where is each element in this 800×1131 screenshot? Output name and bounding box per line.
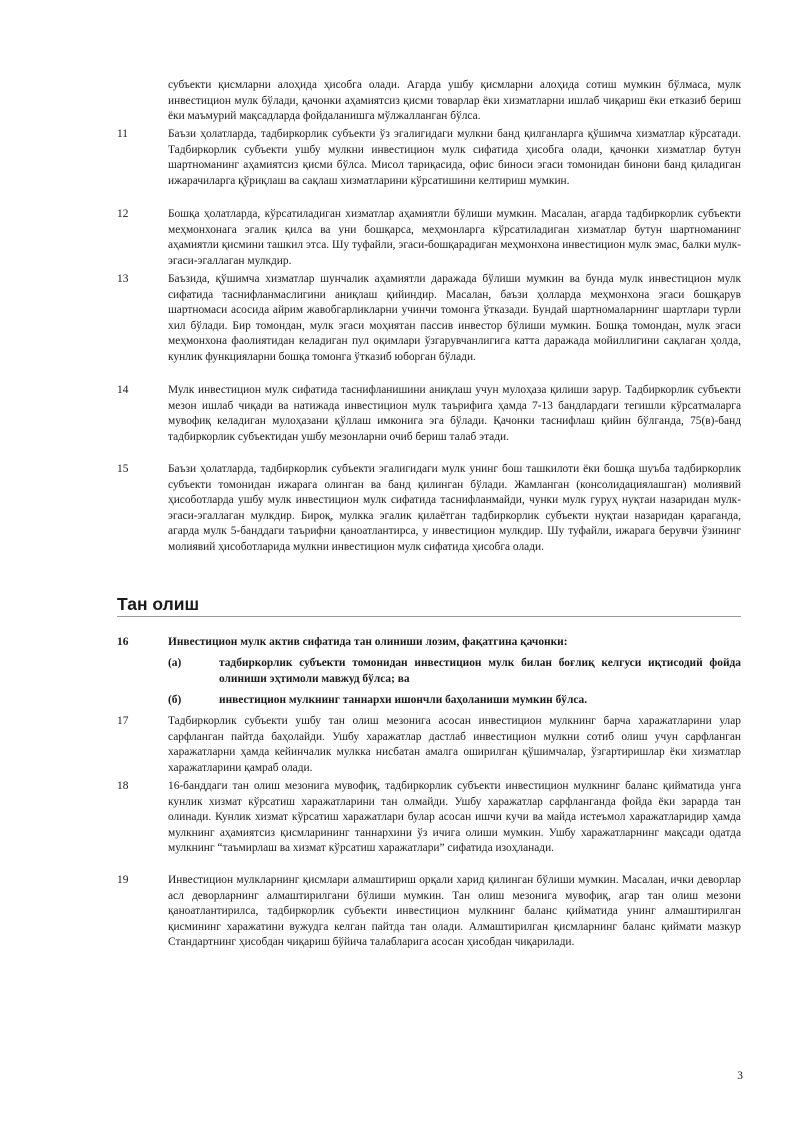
paragraph-text: Баъзи ҳолатларда, тадбиркорлик субъекти эгалигидаги мулк унинг бош ташкилоти ёки бошқа шуъба тадбиркорлик субъекти томонидан ижарага олинган ва банд қилинган бўлади. Жамланган (консолидациялашган) молиявий ҳисоботларда ушбу мулк инвестицион мулк сифатида таснифланмайди, чунки мулк гуруҳ нуқтаи назаридан мулк-эгаси-эгаллаган мулкдир. Бироқ, мулкка эгалик қилаётган тадбиркорлик субъекти нуқтаи назаридан қарагандa, агарда мулк 5-банддаги таърифни қаноатлантирса, у инвестицион мулкдир. Шу туфайли, ижарага берувчи ўзининг молиявий ҳисоботларида мулкни инвестицион мулк сифатида ҳисобга олади. (168, 463, 741, 553)
paragraph-16 (117, 635, 741, 651)
section-heading: Тан олиш (117, 594, 741, 617)
paragraph-text: Баъзида, қўшимча хизматлар шунчалик аҳамиятли даражада бўлиши мумкин ва бунда мулк инвестицион мулк сифатида таснифланмаслигини аниқлаш қийиндир. Масалан, баъзи ҳолларда меҳмонхона эгаси бошқарув шартномаси асосида айрим жавобгарликларни учинчи томонга ўтказади. Бундай шартномаларнинг шартлари турли хил бўлади. Бир томондан, мулк эгаси моҳиятан пассив инвестор бўлиши мумкин. Бошқа томондан, мулк эгаси меҳмонхона фаолиятидан келадиган пул оқимлари ўзгарувчанлигига катта даражада мойиллигини сақлаган ҳолда, кунлик функцияларни бошқа томонга ўтказиб юборган бўлади. (168, 273, 741, 363)
paragraph-number: 11 (117, 128, 128, 140)
paragraph-text: Инвестицион мулкларнинг қисмлари алмаштириш орқали харид қилинган бўлиши мумкин. Масалан, ички деворлар асл деворларнинг алмаштирилгани бўлиши мумкин. Тан олиш мезонига мувофиқ, агар тан олиш мезони қаноатлантирилса, тадбиркорлик субъекти инвестицион мулкнинг баланс қийматида унинг алмаштирилган қисмининг харажатини вужудга келган пайтда тан олади. Алмаштирилган қисмларнинг баланс қиймати мазкур Стандартнинг ҳисобдан чиқариш бўйича талабларига асосан ҳисобдан чиқарилади. (168, 874, 741, 949)
continuation-paragraph: субъекти қисмларни алоҳида ҳисобга олади. Агарда ушбу қисмларни алоҳида сотиш мумкин бўлмаса, мулк инвестицион мулк бўлади, қачонки аҳамиятсиз қисми товарлар ёки хизматларни ишлаб чиқариш ёки етказиб бериш ёки маъмурий мақсадларда фойдаланишга мўлжалланган бўлса. (168, 79, 741, 123)
paragraph-text: Тадбиркорлик субъекти ушбу тан олиш мезонига асосан инвестицион мулкнинг барча харажатларини улар сарфланган пайтда баҳолайди. Ушбу харажатлар дастлаб инвестицион мулкни сотиб олиш учун сарфланган харажатларни ҳамда кейинчалик мулкка нисбатан амалга оширилган қўшимчалар, ўзгартиришлар ёки хизматлар харажатларини қамраб олади. (168, 715, 741, 774)
paragraph-number: 18 (117, 780, 129, 792)
paragraph-13 (117, 272, 741, 366)
paragraph-text: Баъзи ҳолатларда, тадбиркорлик субъекти ўз эгалигидаги мулкни банд қилганларга қўшимча хизматлар кўрсатади. Тадбиркорлик субъекти ушбу мулкни инвестицион мулк сифатида ҳисобга олади, қачонки хизматлар бутун шартноманинг аҳамиятсиз қисми бўлса. Мисол тариқасида, офис биноси эгаси томонидан бинони банд қиладиган ижарачиларга қўриқлаш ва сақлаш хизматларини кўрсатишини келтириш мумкин. (168, 128, 741, 187)
paragraph-number: 15 (117, 463, 129, 475)
sub-item-text: тадбиркорлик субъекти томонидан инвестицион мулк билан боғлиқ келгуси иқтисодий фойда олиниши эҳтимоли мавжуд бўлса; ва (219, 657, 741, 685)
paragraph-text: Инвестицион мулк актив сифатида тан олиниши лозим, фақатгина қачонки: (168, 636, 568, 648)
sub-item-b (168, 693, 741, 709)
paragraph-15 (117, 462, 741, 556)
sub-item-label: (а) (168, 657, 182, 669)
paragraph-19 (117, 873, 741, 951)
paragraph-11 (117, 127, 741, 189)
paragraph-14 (117, 383, 741, 445)
paragraph-17 (117, 714, 741, 776)
sub-item-a (168, 656, 741, 687)
paragraph-number: 19 (117, 874, 129, 886)
paragraph-number: 12 (117, 208, 129, 220)
paragraph-text: Мулк инвестицион мулк сифатида таснифланишини аниқлаш учун мулоҳаза қилиши зарур. Тадбиркорлик субъекти мезон ишлаб чиқади ва натижада инвестицион мулк таърифига ҳамда 7-13 бандлардаги тегишли кўрсатмаларга мувофиқ келадиган мулоҳазани қўллаш имконига эга бўлади. Қачонки таснифлаш қийин бўлганда, 75(в)-банд тадбиркорлик субъектидан ушбу мезонларни очиб бериш талаб этади. (168, 384, 741, 443)
paragraph-text: 16-банддаги тан олиш мезонига мувофиқ, тадбиркорлик субъекти инвестицион мулкнинг баланс қийматида унга кунлик хизмат кўрсатиш харажатларини тан олмайди. Ушбу харажатлар сарфланганда фойда ёки зарарда тан олинади. Кунлик хизмат кўрсатиш харажатлари булар асосан ишчи кучи ва майда истеъмол харажатларидир ҳамда мулкнинг аҳамиятсиз қисмларининг таннархини ўз ичига олиши мумкин. Ушбу харажатларнинг мақсади одатда мулкнинг “таъмирлаш ва хизмат кўрсатиш харажатлари” сифатида изоҳланади. (168, 780, 741, 855)
paragraph-18 (117, 779, 741, 857)
paragraph-number: 16 (117, 636, 129, 648)
paragraph-12 (117, 207, 741, 269)
page-number: 3 (737, 1070, 743, 1082)
paragraph-text: Бошқа ҳолатларда, кўрсатиладиган хизматлар аҳамиятли бўлиши мумкин. Масалан, агарда тадбиркорлик субъекти меҳмонхонага эгалик қилса ва уни бошқарса, меҳмонларга кўрсатиладиган хизматлар бутун шартноманинг аҳамиятли қисмини ташкил этса. Шу туфайли, эгаси-бошқарадиган меҳмонхона инвестицион мулк эмас, балки мулк-эгаси-эгаллаган мулкдир. (168, 208, 741, 267)
paragraph-number: 17 (117, 715, 129, 727)
paragraph-number: 14 (117, 384, 129, 396)
sub-item-text: инвестицион мулкнинг таннархи ишончли баҳоланиши мумкин бўлса. (219, 694, 588, 706)
sub-item-label: (б) (168, 694, 182, 706)
paragraph-number: 13 (117, 273, 129, 285)
